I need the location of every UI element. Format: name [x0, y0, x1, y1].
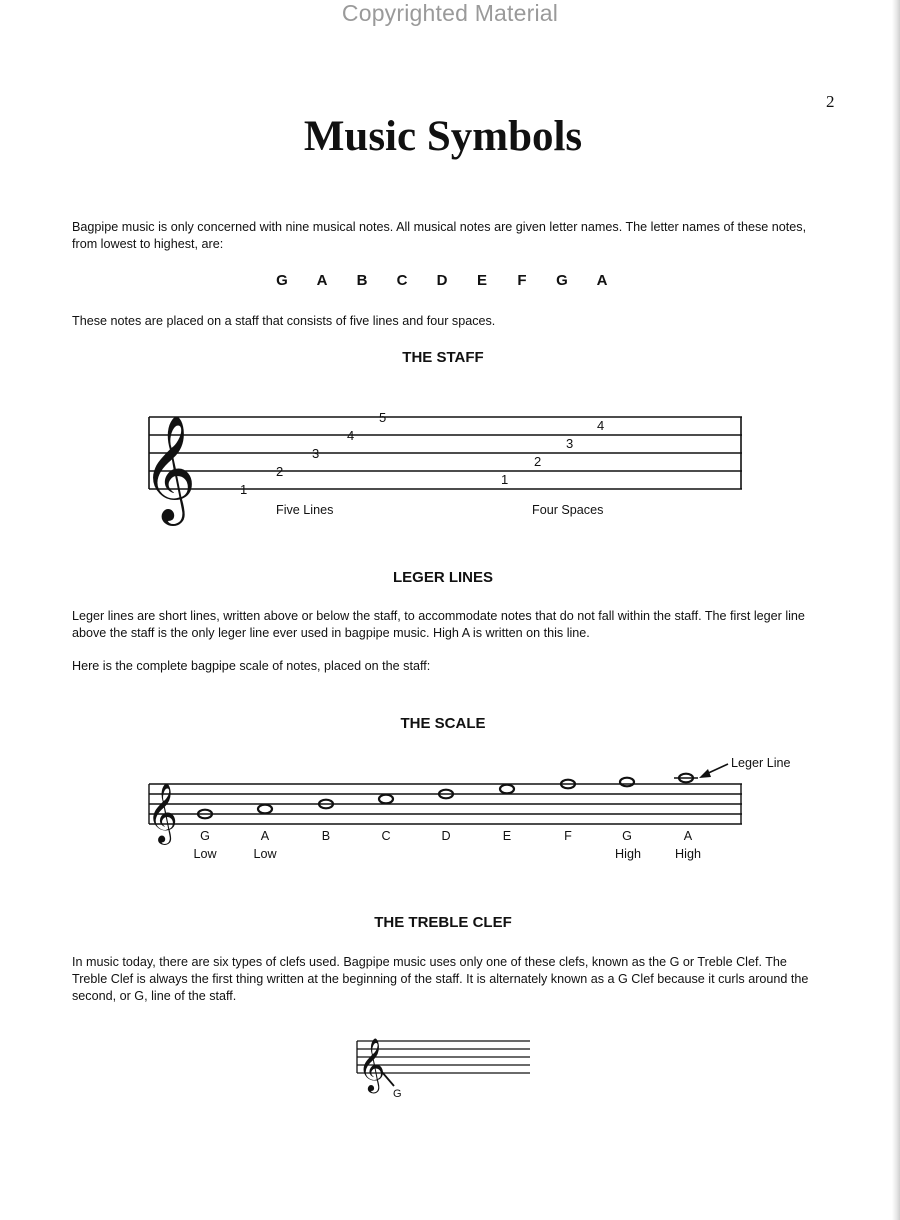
note-letter: A: [316, 272, 328, 289]
line-number: 2: [276, 464, 284, 479]
line-number: 5: [379, 410, 387, 425]
g-line-label: G: [393, 1088, 402, 1100]
note-letter: E: [476, 272, 487, 289]
line-number: 3: [312, 446, 320, 461]
scale-note-name: G: [622, 829, 632, 843]
copyright-watermark: Copyrighted Material: [341, 0, 559, 26]
note-letter: G: [276, 272, 288, 289]
leger-lines-heading: LEGER LINES: [392, 569, 493, 586]
scale-note-name: B: [321, 829, 331, 843]
scale-note-sub: Low: [253, 847, 277, 861]
note-letter: F: [517, 272, 527, 289]
staff-intro-paragraph: These notes are placed on a staff that consists of five lines and four spaces.: [72, 314, 496, 328]
line-number: 1: [240, 482, 248, 497]
note-letter: D: [436, 272, 448, 289]
scale-note-sub: Low: [193, 847, 217, 861]
scale-heading: THE SCALE: [400, 715, 486, 732]
line-number: 4: [347, 428, 355, 443]
space-number: 1: [501, 472, 509, 487]
scale-note-name: F: [564, 829, 572, 843]
scale-note-sub: High: [675, 847, 701, 861]
staff-heading: THE STAFF: [402, 349, 484, 366]
leger-lines-paragraph: Leger lines are short lines, written above or below the staff, to accommodate notes that do not fall within the staff. The first leger line above the staff is the only leger line ever used in bagpipe music. High A is written on this line.: [72, 609, 805, 640]
four-spaces-label: Four Spaces: [532, 503, 604, 517]
leger-arrow-icon: [699, 769, 711, 778]
treble-clef-icon: 𝄞: [142, 414, 197, 521]
treble-clef-heading: THE TREBLE CLEF: [374, 914, 512, 931]
scale-note-name: A: [260, 829, 270, 843]
space-number: 2: [534, 454, 542, 469]
treble-clef-paragraph: In music today, there are six types of clefs used. Bagpipe music uses only one of these clefs, known as the G or Treble Clef. The Treble Clef is always the first thing written at the beginning of the staff. It is alternately known as a G Clef because it curls around the second, or G, line of the staff.: [72, 955, 809, 1003]
scale-note-g-high: [620, 778, 634, 787]
scale-note-name: G: [200, 829, 210, 843]
scale-note-sub: High: [615, 847, 641, 861]
space-number: 4: [597, 418, 605, 433]
five-lines-label: Five Lines: [276, 503, 334, 517]
note-letter: A: [596, 272, 608, 289]
page-edge: [892, 0, 900, 1220]
space-number: 3: [566, 436, 574, 451]
note-letter: B: [356, 272, 368, 289]
leger-line-label: Leger Line: [731, 756, 791, 770]
intro-paragraph: Bagpipe music is only concerned with nine musical notes. All musical notes are given letter names. The letter names of these notes, from lowest to highest, are:: [72, 220, 807, 251]
page-number: 2: [826, 92, 835, 111]
scale-note-name: D: [441, 829, 451, 843]
scale-note-name: A: [683, 829, 693, 843]
scale-note-name: C: [381, 829, 391, 843]
page-title: Music Symbols: [303, 113, 583, 160]
scale-intro-paragraph: Here is the complete bagpipe scale of notes, placed on the staff:: [72, 659, 431, 673]
scale-note-e: [500, 785, 514, 794]
scale-note-name: E: [502, 829, 512, 843]
treble-clef-icon: 𝄞: [147, 783, 178, 843]
note-letter: G: [556, 272, 568, 289]
note-letter: C: [396, 272, 408, 289]
scale-note-c: [379, 795, 393, 804]
scale-note-a-low: [258, 805, 272, 814]
treble-clef-icon: 𝄞: [358, 1037, 386, 1091]
